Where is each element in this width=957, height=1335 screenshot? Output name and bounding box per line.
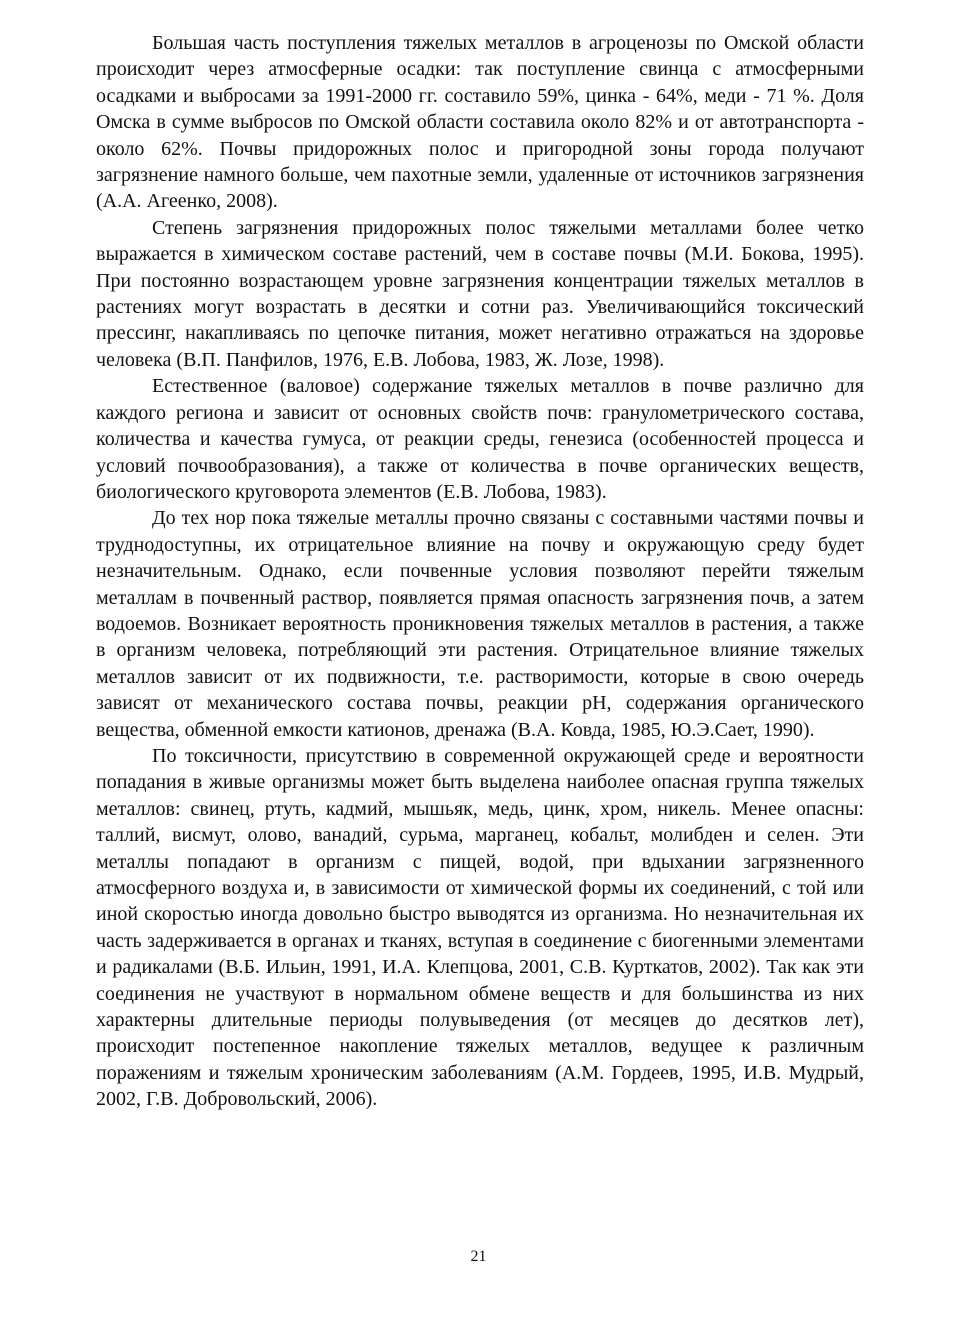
paragraph-4: До тех нор пока тяжелые металлы прочно связаны с составными частями почвы и труднодоступны, их отрицательное влияние на почву и окружающую среду будет незначительным. Однако, если почвенные условия позволяют перейти тяжелым металлам в почвенный раствор, появляется прямая опасность загрязнения почв, а затем водоемов. Возникает вероятность проникновения тяжелых металлов в растения, а также в организм человека, потребляющий эти растения. Отрицательное влияние тяжелых металлов зависит от их подвижности, т.е. растворимости, которые в свою очередь зависят от механического состава почвы, реакции pH, содержания органического вещества, обменной емкости катионов, дренажа (В.А. Ковда, 1985, Ю.Э.Сает, 1990). — [96, 507, 864, 741]
body-text — [96, 30, 864, 1113]
paragraph-5: По токсичности, присутствию в современной окружающей среде и вероятности попадания в живые организмы может быть выделена наиболее опасная группа тяжелых металлов: свинец, ртуть, кадмий, мышьяк, медь, цинк, хром, никель. Менее опасны: таллий, висмут, олово, ванадий, сурьма, марганец, кобальт, молибден и селен. Эти металлы попадают в организм с пищей, водой, при вдыхании загрязненного атмосферного воздуха и, в зависимости от химической формы их соединений, с той или иной скоростью иногда довольно быстро выводятся из организма. Но незначительная их часть задерживается в органах и тканях, вступая в соединение с биогенными элементами и радикалами (В.Б. Ильин, 1991, И.А. Клепцова, 2001, С.В. Курткатов, 2002). Так как эти соединения не участвуют в нормальном обмене веществ и для большинства из них характерны длительные периоды полувыведения (от месяцев до десятков лет), происходит постепенное накопление тяжелых металлов, ведущее к различным поражениям и тяжелым хроническим заболеваниям (А.М. Гордеев, 1995, И.В. Мудрый, 2002, Г.В. Добровольский, 2006). — [96, 744, 864, 1111]
paragraph-2: Степень загрязнения придорожных полос тяжелыми металлами более четко выражается в химическом составе растений, чем в составе почвы (М.И. Бокова, 1995). При постоянно возрастающем уровне загрязнения концентрации тяжелых металлов в растениях могут возрастать в десятки и сотни раз. Увеличивающийся токсический прессинг, накапливаясь по цепочке питания, может негативно отражаться на здоровье человека (В.П. Панфилов, 1976, Е.В. Лобова, 1983, Ж. Лозе, 1998). — [96, 216, 864, 371]
paragraph-1: Большая часть поступления тяжелых металлов в агроценозы по Омской области происходит через атмосферные осадки: так поступление свинца с атмосферными осадками и выбросами за 1991-2000 гг. составило 59%, цинка - 64%, меди - 71 %. Доля Омска в сумме выбросов по Омской области составила около 82% и от автотранспорта - около 62%. Почвы придорожных полос и пригородной зоны города получают загрязнение намного больше, чем пахотные земли, удаленные от источников загрязнения (А.А. Агеенко, 2008). — [96, 32, 864, 213]
page-number: 21 — [470, 1248, 487, 1265]
paragraph-3: Естественное (валовое) содержание тяжелых металлов в почве различно для каждого региона и зависит от основных свойств почв: гранулометрического состава, количества и качества гумуса, от реакции среды, генезиса (особенностей процесса и условий почвообразования), а также от количества в почве органических веществ, биологического круговорота элементов (Е.В. Лобова, 1983). — [96, 375, 864, 503]
